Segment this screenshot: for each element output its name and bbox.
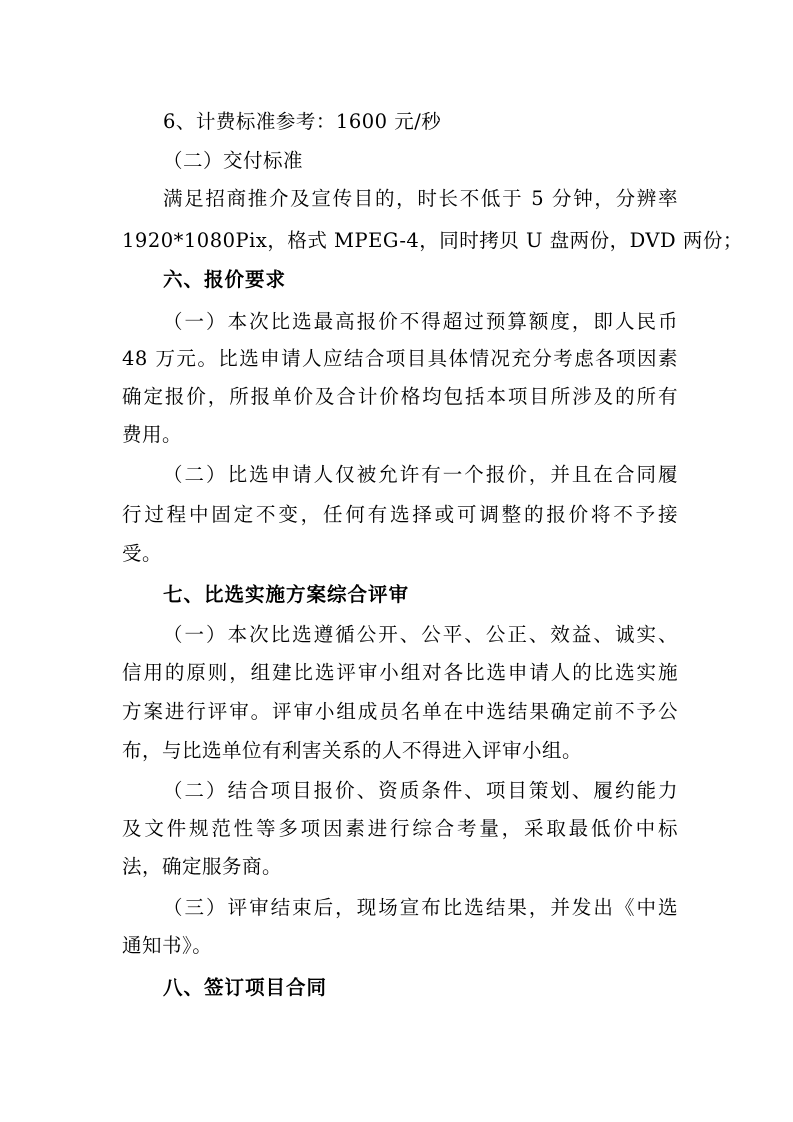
section-heading-evaluation: 七、比选实施方案综合评审: [163, 583, 410, 606]
paragraph-line: 法，确定服务商。: [122, 855, 283, 878]
paragraph-line: （三）评审结束后，现场宣布比选结果，并发出《中选: [163, 896, 678, 919]
paragraph-line: 1920*1080Pix，格式 MPEG-4，同时拷贝 U 盘两份，DVD 两份；: [122, 229, 743, 252]
paragraph-line: 确定报价，所报单价及合计价格均包括本项目所涉及的所有: [122, 385, 678, 408]
paragraph-line: 费用。: [122, 423, 183, 446]
paragraph-line: 布，与比选单位有利害关系的人不得进入评审小组。: [122, 739, 583, 762]
paragraph-line: （二）结合项目报价、资质条件、项目策划、履约能力: [163, 779, 678, 802]
paragraph-line: 受。: [122, 542, 163, 565]
section-heading-contract: 八、签订项目合同: [163, 976, 328, 999]
paragraph-line: （二）比选申请人仅被允许有一个报价，并且在合同履: [163, 463, 678, 486]
paragraph-line: 信用的原则，组建比选评审小组对各比选申请人的比选实施: [122, 661, 678, 684]
paragraph-line: 行过程中固定不变，任何有选择或可调整的报价将不予接: [122, 503, 678, 526]
paragraph-line: （一）本次比选遵循公开、公平、公正、效益、诚实、: [163, 623, 678, 646]
paragraph-line: 48 万元。比选申请人应结合项目具体情况充分考虑各项因素: [122, 347, 678, 370]
fee-standard-line: 6、计费标准参考：1600 元/秒: [163, 110, 442, 133]
paragraph-line: 通知书》。: [122, 934, 213, 957]
paragraph-line: 方案进行评审。评审小组成员名单在中选结果确定前不予公: [122, 700, 678, 723]
paragraph-line: （一）本次比选最高报价不得超过预算额度，即人民币: [163, 310, 678, 333]
delivery-standard-subheading: （二）交付标准: [163, 149, 304, 172]
section-heading-quotation: 六、报价要求: [163, 268, 287, 291]
paragraph-line: 及文件规范性等多项因素进行综合考量，采取最低价中标: [122, 817, 678, 840]
paragraph-line: 满足招商推介及宣传目的，时长不低于 5 分钟，分辨率: [163, 187, 678, 210]
